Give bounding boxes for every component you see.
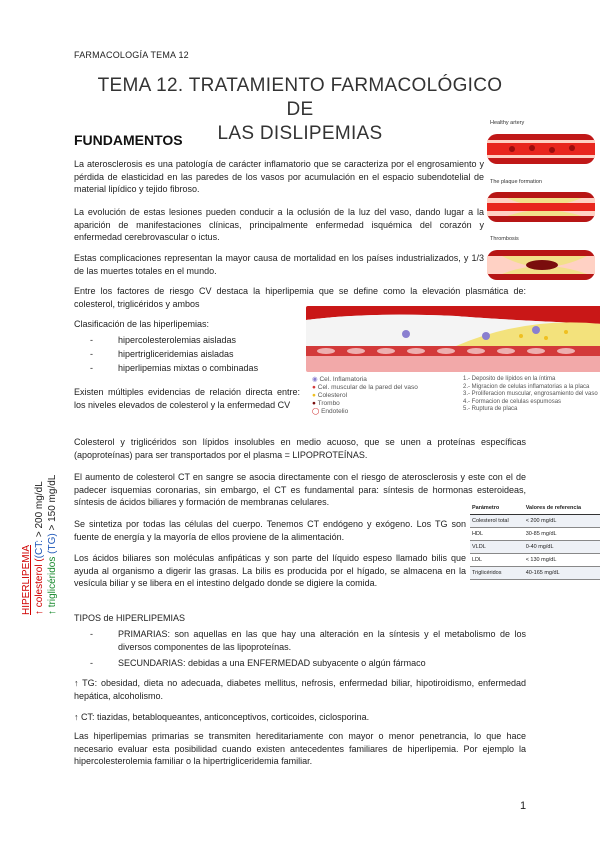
types-item-secondary: - SECUNDARIAS: debidas a una ENFERMEDAD subyacente o algún fármaco bbox=[90, 658, 426, 668]
table-row: Colesterol total < 200 mg/dL bbox=[470, 515, 600, 528]
paragraph-tg-causes: ↑ TG: obesidad, dieta no adecuada, diabetes mellitus, nefrosis, enfermedad biliar, hipotiroidismo, enfermedad hepática, alcoholismo. bbox=[74, 678, 526, 701]
paragraph-4: Entre los factores de riesgo CV destaca la hiperlipemia que se define como la elevación plasmática de: colesterol, triglicéridos y ambos bbox=[74, 286, 526, 309]
paragraph-1: La aterosclerosis es una patología de carácter inflamatorio que se caracteriza por el engrosamiento y pérdida de elasticidad en las paredes de los vasos por acumulación en el espacio subendotelial de material lipídico y tejido fibroso. bbox=[74, 159, 484, 194]
page-number: 1 bbox=[520, 800, 527, 812]
paragraph-8: Se sintetiza por todas las células del cuerpo. Tenemos CT endógeno y exógeno. Los TG son fuente de energía y la mayoría de ellos proviene de la alimentación. bbox=[74, 519, 466, 542]
plaque-formation-image bbox=[487, 186, 595, 228]
paragraph-6: Colesterol y triglicéridos son lípidos insolubles en medio acuoso, que se unen a proteínas específicas (apoproteínas) para ser transportados por el plasma = LIPOPROTEÍNAS. bbox=[74, 437, 526, 460]
diagram-legend-right: 1.- Deposito de lípidos en la íntima 2.- Migracion de celulas inflamatorias a la placa 3.- Proliferacion muscular, engrosamiento del vaso 4.- Formacion de celulas espumosas 5.- Ruptura de placa bbox=[463, 376, 598, 412]
paragraph-5: Existen múltiples evidencias de relación directa entre: los niveles elevados de colesterol y la enfermedad CV bbox=[74, 387, 300, 410]
paragraph-2: La evolución de estas lesiones pueden conducir a la oclusión de la luz del vaso, dando lugar a la aparición de manifestaciones clínicas, principalmente enfermedad isquémica del corazón y enfermedad cerebrovascular o ictus. bbox=[74, 207, 484, 242]
paragraph-3: Estas complicaciones representan la mayor causa de mortalidad en los países industrializados, y 1/3 de las muertes totales en el mundo. bbox=[74, 253, 484, 276]
table-header-row: Parámetro Valores de referencia bbox=[470, 502, 600, 515]
title-line-1: TEMA 12. TRATAMIENTO FARMACOLÓGICO DE bbox=[97, 75, 503, 120]
atherosclerosis-image bbox=[306, 306, 600, 372]
document-header: FARMACOLOGÍA TEMA 12 bbox=[74, 50, 189, 60]
table-row: VLDL 0-40 mg/dL bbox=[470, 541, 600, 554]
caption-thrombosis: Thrombosis bbox=[490, 236, 519, 242]
paragraph-9: Los ácidos biliares son moléculas anfipáticas y son parte del líquido espeso llamado bilis que ayuda al organismo a digerir las grasas. La bilis es producida por el hígado, se almacena en la vesícula biliar y se libera en el intestino delgado donde se digiere la comida. bbox=[74, 553, 466, 588]
types-heading: TIPOS de HIPERLIPEMIAS bbox=[74, 613, 186, 623]
side-note-text: HIPERLIPEMIA ↑ colesterol ((CT: > 200 mg/dL ↑ triglicéridos (TG) > 150 mg/dL bbox=[21, 474, 58, 615]
caption-plaque: The plaque formation bbox=[490, 179, 542, 185]
classification-list bbox=[90, 333, 258, 375]
paragraph-12: Las hiperlipemias primarias se transmiten hereditariamente con mayor o menor penetrancia, lo que hace necesario evaluar esta posibilidad cuando existen antecedentes familiares de hiperlipemia. Por ejemplo la hipercolesterolemia familiar o la hipertrigliceridemia familiar. bbox=[74, 731, 526, 766]
paragraph-ct-causes: ↑ CT: tiazidas, betabloqueantes, anticonceptivos, corticoides, ciclosporina. bbox=[74, 712, 370, 722]
thrombosis-image bbox=[487, 244, 595, 286]
list-item: - hipertrigliceridemias aisladas bbox=[90, 349, 234, 359]
classification-heading: Clasificación de las hiperlipemias: bbox=[74, 319, 210, 329]
types-item-primary: - PRIMARIAS: son aquellas en las que hay una alteración en la síntesis y el metabolismo de los diversos componentes de las lipoproteínas. bbox=[90, 629, 526, 652]
reference-values-table bbox=[470, 502, 600, 580]
table-row: LDL < 130 mg/dL bbox=[470, 554, 600, 567]
title-line-2: LAS DISLIPEMIAS bbox=[217, 123, 383, 144]
healthy-artery-image bbox=[487, 128, 595, 170]
table-row: Triglicéridos 40-165 mg/dL bbox=[470, 567, 600, 580]
diagram-legend-left: ◉ Cel. Inflamatoria ● Cel. muscular de la pared del vaso ● Colesterol ● Trombo ◯ Endotelio bbox=[312, 376, 418, 415]
section-heading: FUNDAMENTOS bbox=[74, 132, 183, 148]
side-note bbox=[20, 430, 62, 615]
caption-healthy-artery: Healthy artery bbox=[490, 120, 525, 126]
table-row: HDL 30-85 mg/dL bbox=[470, 528, 600, 541]
list-item: - hiperlipemias mixtas o combinadas bbox=[90, 363, 259, 373]
list-item: - hipercolesterolemias aisladas bbox=[90, 335, 237, 345]
paragraph-7: El aumento de colesterol CT en sangre se asocia directamente con el riesgo de aterosclerosis y este con el de padecer isquemias coronarias, sin embargo, el CT es fundamental para: síntesis de hormonas esteroideas, síntesis de ácidos biliares y formación de membranas celulares. bbox=[74, 472, 526, 507]
